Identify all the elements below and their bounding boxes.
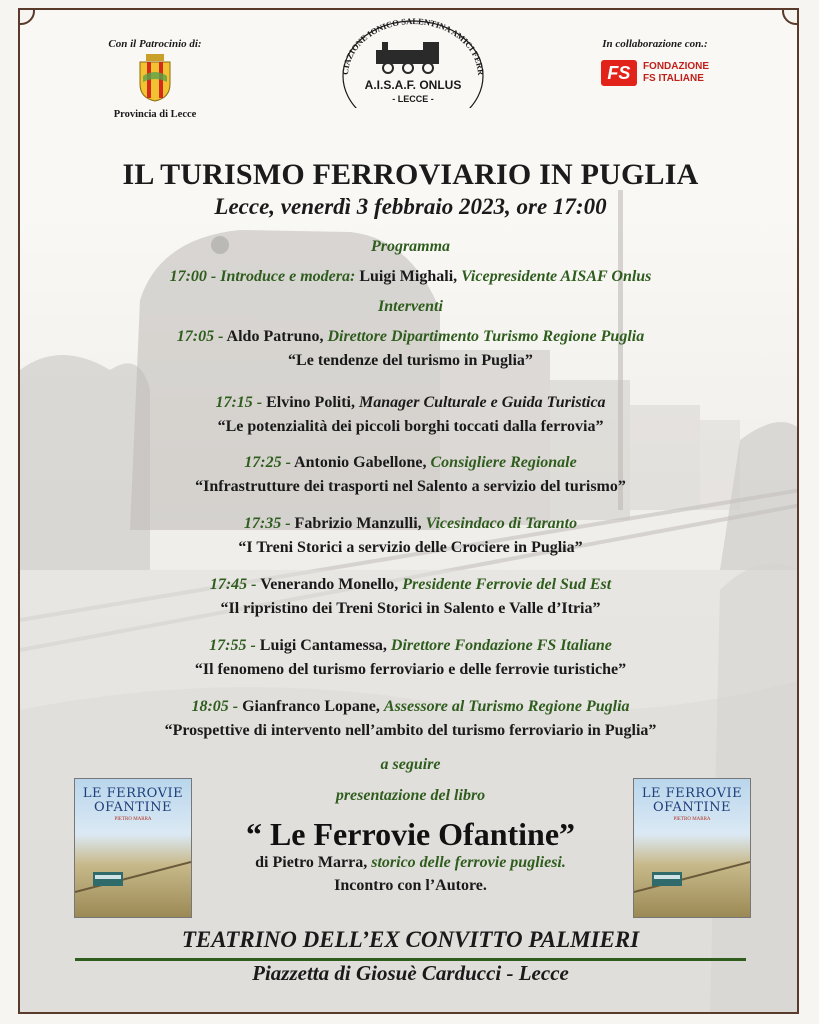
talk-time: 17:55 - <box>209 637 256 654</box>
association-name: A.I.S.A.F. ONLUS <box>364 78 462 92</box>
talk-role: Direttore Dipartimento Turismo Regione Puglia <box>327 328 645 345</box>
talk-role: Presidente Ferrovie del Sud Est <box>402 576 612 593</box>
talk-speaker-line <box>20 576 799 594</box>
talk-speaker: Fabrizio Manzulli, <box>294 515 422 532</box>
province-label: Provincia di Lecce <box>113 109 197 120</box>
collaboration-block <box>575 38 735 86</box>
talk-role: Assessore al Turismo Regione Puglia <box>383 698 630 715</box>
talk-topic: “I Treni Storici a servizio delle Crociere in Puglia” <box>238 539 583 556</box>
talk-time: 17:15 - <box>215 394 263 411</box>
collaboration-label: In collaborazione con.: <box>602 38 708 50</box>
poster-frame <box>18 8 799 1014</box>
province-coat-of-arms-icon <box>137 54 173 102</box>
patronage-label: Con il Patrocinio di: <box>108 38 202 50</box>
association-arc-text: CIAZIONE IONICO SALENTINA AMICI FERR <box>339 16 487 76</box>
presentation-label: presentazione del libro <box>335 787 486 804</box>
talk-speaker-line <box>20 454 799 472</box>
talk-topic: “Le tendenze del turismo in Puglia” <box>288 352 533 369</box>
follow-label: a seguire <box>380 756 441 773</box>
talk-topic: “Le potenzialità dei piccoli borghi toccati dalla ferrovia” <box>217 418 604 435</box>
fs-foundation-line2: FS ITALIANE <box>642 73 704 84</box>
fs-logo-mark: FS <box>601 60 637 86</box>
talk-role: Manager Culturale e Guida Turistica <box>359 394 606 411</box>
talk-time: 17:25 - <box>244 454 291 471</box>
svg-text:ASSOCIAZIONE IONICO SALENTINA <box>328 16 486 77</box>
intro-person: Luigi Mighali, <box>359 268 458 285</box>
fs-foundation-logo <box>575 60 735 86</box>
talk-topic: “Prospettive di intervento nell’ambito del turismo ferroviario in Puglia” <box>164 722 657 739</box>
talk-speaker: Venerando Monello, <box>260 576 399 593</box>
book-author-line <box>20 854 799 872</box>
talk-speaker-line <box>20 637 799 655</box>
programma-label: Programma <box>370 238 451 255</box>
talk-topic: “Il fenomeno del turismo ferroviario e delle ferrovie turistiche” <box>194 661 627 678</box>
association-city: - LECCE - <box>392 94 434 104</box>
talk-speaker-line <box>20 394 799 412</box>
talk-topic: “Il ripristino dei Treni Storici in Salento e Valle d’Itria” <box>220 600 601 617</box>
patronage-block <box>80 38 230 120</box>
talk-speaker: Luigi Cantamessa, <box>259 637 387 654</box>
book-cover-author: PIETRO MARRA <box>673 817 711 822</box>
talk-speaker-line <box>20 515 799 533</box>
talk-topic: “Infrastrutture dei trasporti nel Salento a servizio del turismo” <box>195 478 626 495</box>
talk-speaker: Gianfranco Lopane, <box>242 698 380 715</box>
talk-speaker-line <box>20 328 799 346</box>
talk-role: Vicesindaco di Taranto <box>425 515 578 532</box>
intro-line <box>20 268 799 286</box>
talk-speaker: Aldo Patruno, <box>226 328 324 345</box>
talk-time: 18:05 - <box>191 698 239 715</box>
talk-speaker: Elvino Politi, <box>266 394 355 411</box>
book-author-name: di Pietro Marra, <box>255 854 368 871</box>
book-cover-title-line1: LE FERROVIE <box>82 786 184 801</box>
event-date: Lecce, venerdì 3 febbraio 2023, ore 17:00 <box>214 194 607 219</box>
fs-foundation-line1: FONDAZIONE <box>642 61 710 72</box>
meeting-label: Incontro con l’Autore. <box>334 877 487 894</box>
intro-time: 17:00 - Introduce e modera: <box>169 268 356 285</box>
talk-role: Consigliere Regionale <box>430 454 577 471</box>
book-author-role: storico delle ferrovie pugliesi. <box>371 854 566 871</box>
talk-speaker: Antonio Gabellone, <box>294 454 427 471</box>
book-title: “ Le Ferrovie Ofantine” <box>245 816 576 852</box>
book-cover-title-line2: OFANTINE <box>653 800 731 815</box>
book-cover-title-line1: LE FERROVIE <box>641 786 743 801</box>
book-cover-author: PIETRO MARRA <box>114 817 152 822</box>
association-emblem-icon <box>328 16 498 108</box>
talk-time: 17:35 - <box>243 515 291 532</box>
talk-time: 17:05 - <box>176 328 224 345</box>
book-cover-title-line2: OFANTINE <box>94 800 172 815</box>
poster-title: IL TURISMO FERROVIARIO IN PUGLIA <box>122 158 699 191</box>
interventi-label: Interventi <box>378 298 443 315</box>
venue-address: Piazzetta di Giosuè Carducci - Lecce <box>252 961 569 985</box>
talk-role: Direttore Fondazione FS Italiane <box>390 637 612 654</box>
intro-role: Vicepresidente AISAF Onlus <box>461 268 652 285</box>
aisaf-logo <box>328 16 498 108</box>
venue-name: TEATRINO DELL’EX CONVITTO PALMIERI <box>181 927 640 952</box>
talk-time: 17:45 - <box>209 576 257 593</box>
talk-speaker-line <box>20 698 799 716</box>
